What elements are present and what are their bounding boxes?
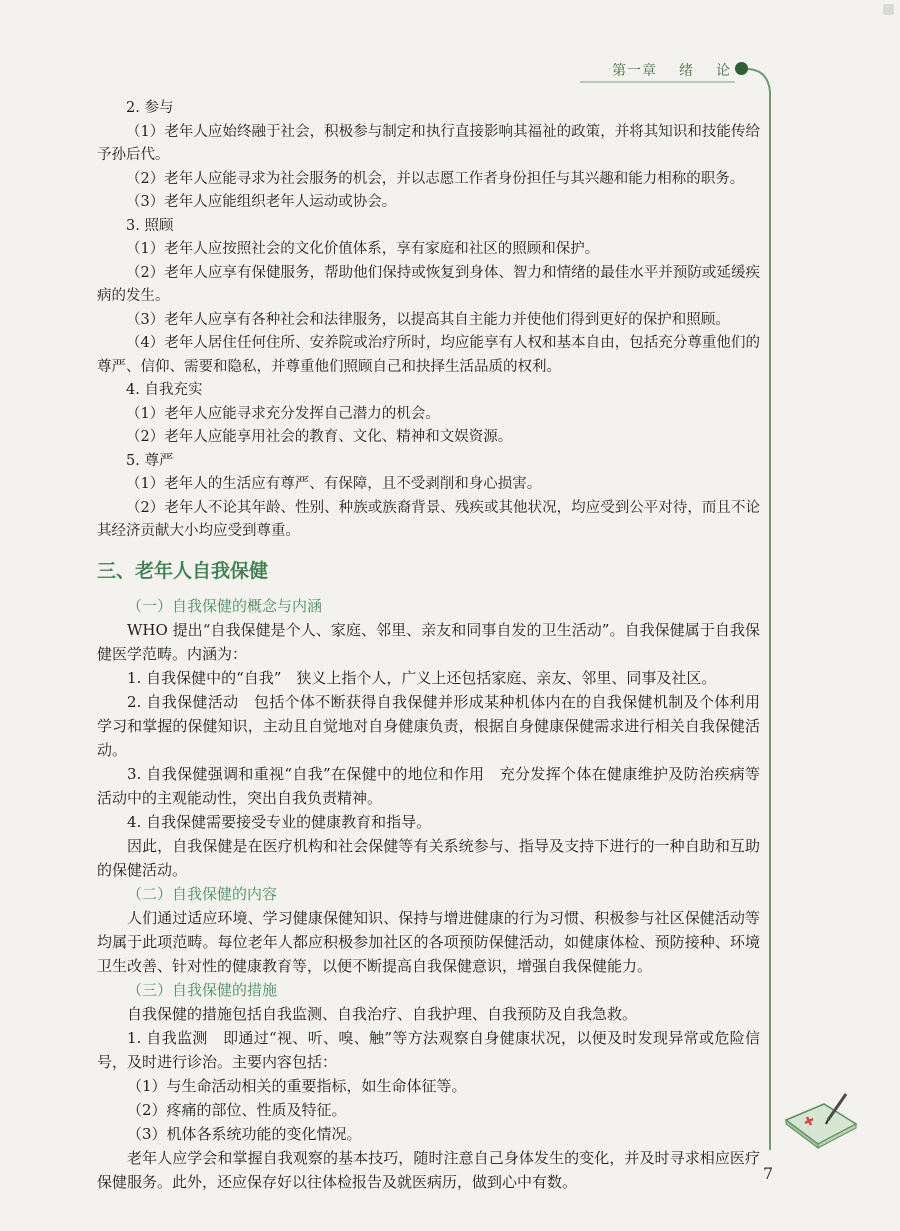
principle-heading: 4. 自我充实 — [126, 382, 203, 398]
paragraph: （1）与生命活动相关的重要指标，如生命体征等。 — [127, 1076, 467, 1095]
paragraph: 自我保健的措施包括自我监测、自我治疗、自我护理、自我预防及自我急救。 — [127, 1004, 638, 1023]
principle-item: （2）老年人不论其年龄、性别、种族或族裔背景、残疾或其他状况，均应受到公平对待，而且不论其经济贡献大小均应受到尊重。 — [97, 499, 760, 539]
paragraph: 2. 自我保健活动 包括个体不断获得自我保健并形成某种机体内在的自我保健机制及个体利用学习和掌握的保健知识，主动且自觉地对自身健康负责，根据自身健康保健需求进行相关自我保健活动。 — [97, 692, 760, 759]
principle-item: （1）老年人应按照社会的文化价值体系，享有家庭和社区的照顾和保护。 — [126, 241, 600, 257]
subsection-title-2: （二）自我保健的内容 — [127, 884, 278, 903]
principle-item: （4）老年人居住任何住所、安养院或治疗所时，均应能享有人权和基本自由，包括充分尊重他们的尊严、信仰、需要和隐私，并尊重他们照顾自己和抉择生活品质的权利。 — [97, 335, 760, 375]
paragraph: 因此，自我保健是在医疗机构和社会保健等有关系统参与、指导及支持下进行的一种自助和互助的保健活动。 — [97, 836, 760, 879]
subsection-2-text — [97, 906, 760, 978]
paragraph: （3）机体各系统功能的变化情况。 — [127, 1124, 362, 1143]
paragraph: 1. 自我保健中的“自我” 狭义上指个人，广义上还包括家庭、亲友、邻里、同事及社区。 — [127, 668, 717, 687]
paragraph: 老年人应学会和掌握自我观察的基本技巧，随时注意自己身体发生的变化，并及时寻求相应医疗保健服务。此外，还应保存好以往体检报告及就医病历，做到心中有数。 — [97, 1148, 760, 1191]
subsection-3-text — [97, 1002, 760, 1194]
chapter-title-char-2: 论 — [716, 63, 731, 79]
running-header — [612, 60, 731, 80]
paragraph: 3. 自我保健强调和重视“自我”在保健中的地位和作用 充分发挥个体在健康维护及防治疾病等活动中的主观能动性，突出自我负责精神。 — [97, 764, 760, 807]
paragraph: （2）疼痛的部位、性质及特征。 — [127, 1100, 347, 1119]
subsection-1-text — [97, 618, 760, 882]
subsection-title-1: （一）自我保健的概念与内涵 — [127, 596, 323, 615]
paragraph: 4. 自我保健需要接受专业的健康教育和指导。 — [127, 812, 432, 831]
notebook-pen-icon — [780, 1090, 860, 1152]
principles-list — [97, 97, 760, 544]
page-content — [97, 97, 760, 1194]
page-number: 7 — [763, 1164, 774, 1183]
principle-heading: 3. 照顾 — [126, 217, 174, 234]
corner-marker — [883, 4, 894, 15]
section-body — [97, 594, 760, 1194]
principle-item: （3）老年人应能组织老年人运动或协会。 — [126, 194, 397, 210]
principle-heading: 2. 参与 — [126, 100, 174, 116]
header-bullet-icon — [735, 62, 748, 75]
principle-item: （3）老年人应享有各种社会和法律服务，以提高其自主能力并使他们得到更好的保护和照顾。 — [126, 311, 730, 328]
section-title: 三、老年人自我保健 — [97, 559, 269, 582]
principle-heading: 5. 尊严 — [126, 452, 174, 469]
paragraph: WHO 提出“自我保健是个人、家庭、邻里、亲友和同事自发的卫生活动”。自我保健属于自我保健医学范畴。内涵为： — [97, 620, 760, 663]
paragraph: 1. 自我监测 即通过“视、听、嗅、触”等方法观察自身健康状况，以便及时发现异常或危险信号，及时进行诊治。主要内容包括： — [97, 1028, 760, 1071]
subsection-title-3: （三）自我保健的措施 — [127, 980, 278, 999]
principle-item: （2）老年人应能享用社会的教育、文化、精神和文娱资源。 — [126, 429, 513, 445]
chapter-label: 第一章 — [612, 63, 657, 79]
principle-item: （2）老年人应能寻求为社会服务的机会，并以志愿工作者身份担任与其兴趣和能力相称的职务。 — [126, 170, 745, 187]
principle-item: （2）老年人应享有保健服务，帮助他们保持或恢复到身体、智力和情绪的最佳水平并预防或延缓疾病的发生。 — [97, 264, 760, 304]
principle-item: （1）老年人应始终融于社会，积极参与制定和执行直接影响其福祉的政策，并将其知识和技能传给予孙后代。 — [97, 123, 760, 163]
paragraph: 人们通过适应环境、学习健康保健知识、保持与增进健康的行为习惯、积极参与社区保健活动等均属于此项范畴。每位老年人都应积极参加社区的各项预防保健活动，如健康体检、预防接种、环境卫生改善、针对性的健康教育等，以便不断提高自我保健意识，增强自我保健能力。 — [97, 908, 760, 975]
chapter-title-char-1: 绪 — [679, 63, 694, 79]
principle-item: （1）老年人的生活应有尊严、有保障，且不受剥削和身心损害。 — [126, 476, 542, 492]
principle-item: （1）老年人应能寻求充分发挥自己潜力的机会。 — [126, 405, 440, 422]
